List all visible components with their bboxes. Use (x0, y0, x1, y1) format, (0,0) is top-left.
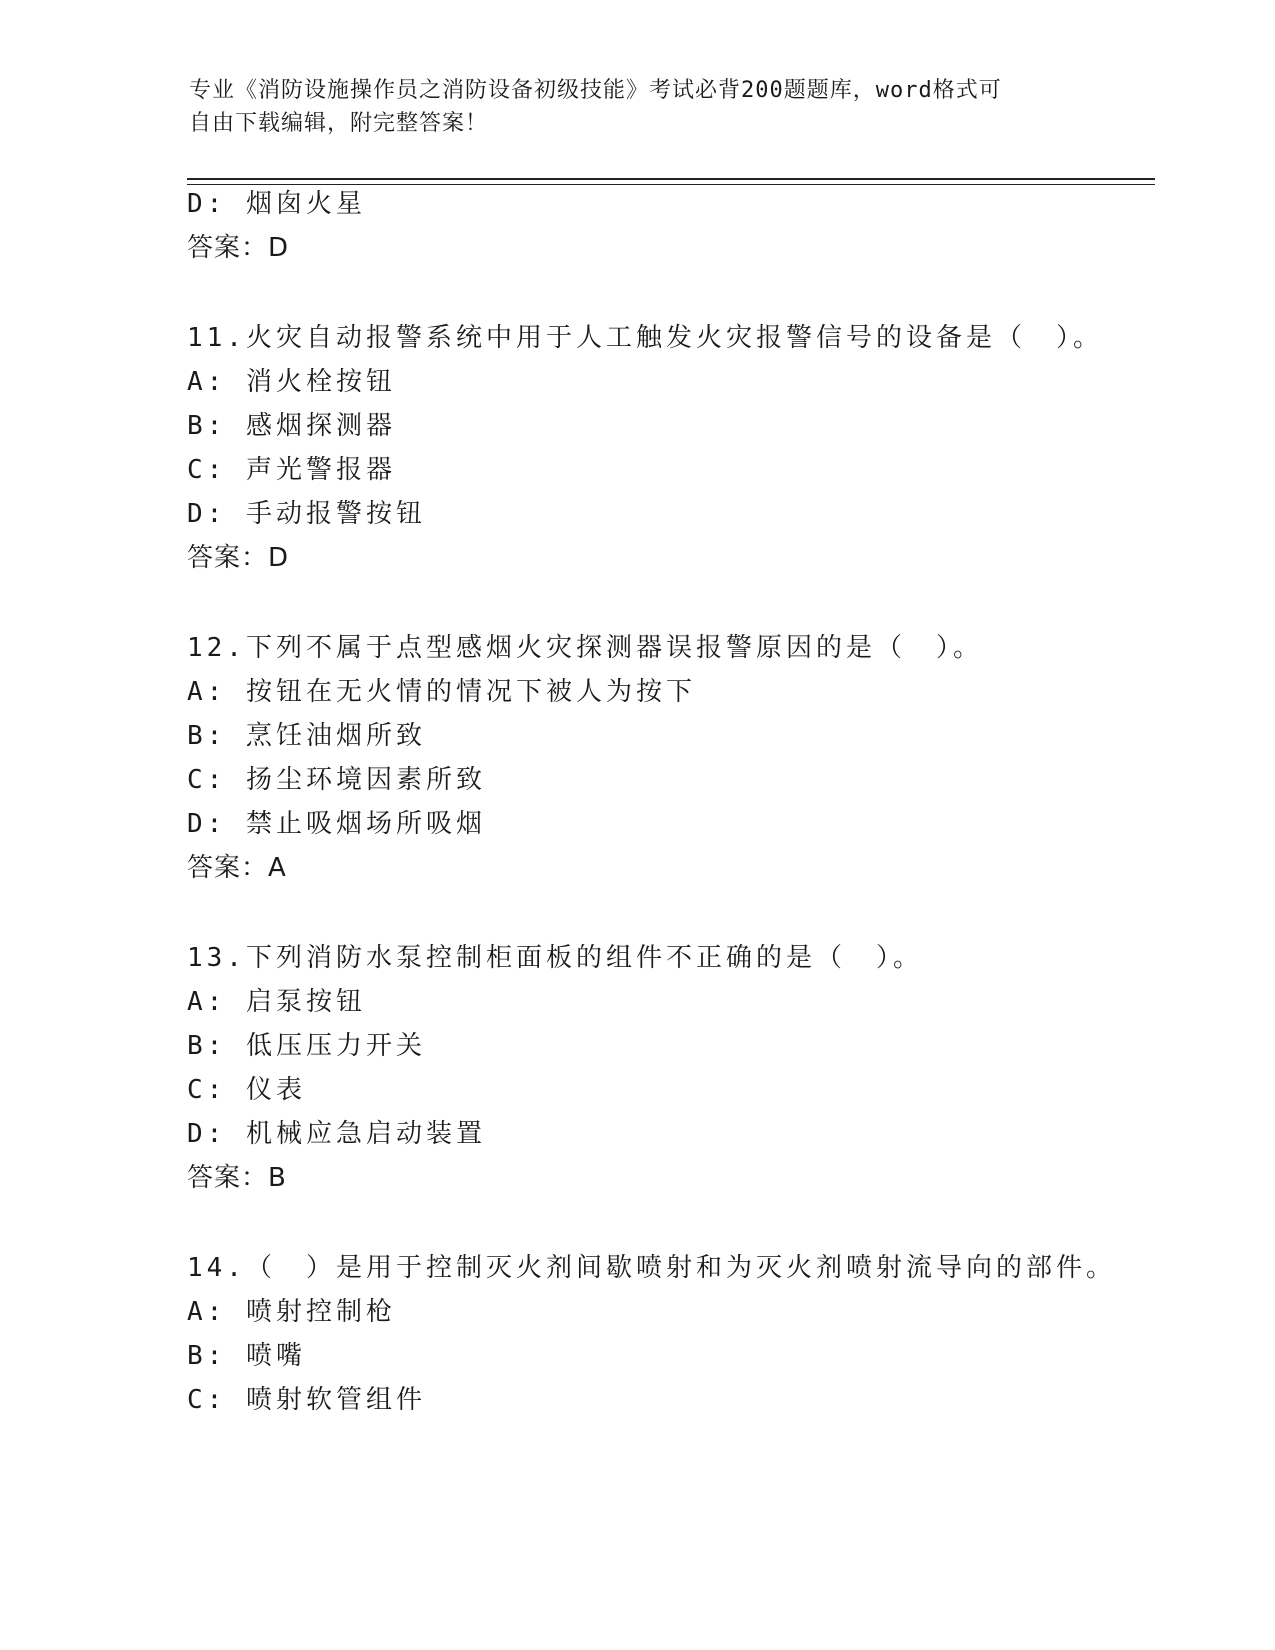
q12-option-b: B: 烹饪油烟所致 (187, 721, 426, 751)
q13-option-a: A: 启泵按钮 (187, 987, 366, 1017)
q12-option-a: A: 按钮在无火情的情况下被人为按下 (187, 677, 696, 707)
q11-option-b: B: 感烟探测器 (187, 411, 396, 441)
q13-stem: 13.下列消防水泵控制柜面板的组件不正确的是（ ）。 (187, 943, 923, 973)
q12-stem: 12.下列不属于点型感烟火灾探测器误报警原因的是（ ）。 (187, 633, 983, 663)
q14-option-c: C: 喷射软管组件 (187, 1385, 426, 1415)
q11-option-a: A: 消火栓按钮 (187, 367, 396, 397)
page-header (189, 74, 1089, 140)
header-title-line-1: 专业《消防设施操作员之消防设备初级技能》考试必背200题题库，word格式可 (189, 78, 1002, 103)
q14-option-b: B: 喷嘴 (187, 1341, 306, 1371)
q14-option-a: A: 喷射控制枪 (187, 1297, 396, 1327)
q13-answer: 答案：B (187, 1163, 287, 1193)
header-divider (187, 178, 1155, 185)
prev-answer: 答案：D (187, 233, 290, 263)
header-title-line-2: 自由下载编辑，附完整答案！ (189, 111, 489, 136)
q13-option-c: C: 仪表 (187, 1075, 306, 1105)
q13-option-b: B: 低压压力开关 (187, 1031, 426, 1061)
prev-option-d: D: 烟囱火星 (187, 189, 366, 219)
q12-answer: 答案：A (187, 853, 287, 883)
q11-answer: 答案：D (187, 543, 290, 573)
q13-option-d: D: 机械应急启动装置 (187, 1119, 486, 1149)
q11-option-d: D: 手动报警按钮 (187, 499, 426, 529)
q12-option-c: C: 扬尘环境因素所致 (187, 765, 486, 795)
q14-stem: 14.（ ）是用于控制灭火剂间歇喷射和为灭火剂喷射流导向的部件。 (187, 1253, 1116, 1283)
q12-option-d: D: 禁止吸烟场所吸烟 (187, 809, 486, 839)
q11-option-c: C: 声光警报器 (187, 455, 396, 485)
q11-stem: 11.火灾自动报警系统中用于人工触发火灾报警信号的设备是（ ）。 (187, 323, 1103, 353)
